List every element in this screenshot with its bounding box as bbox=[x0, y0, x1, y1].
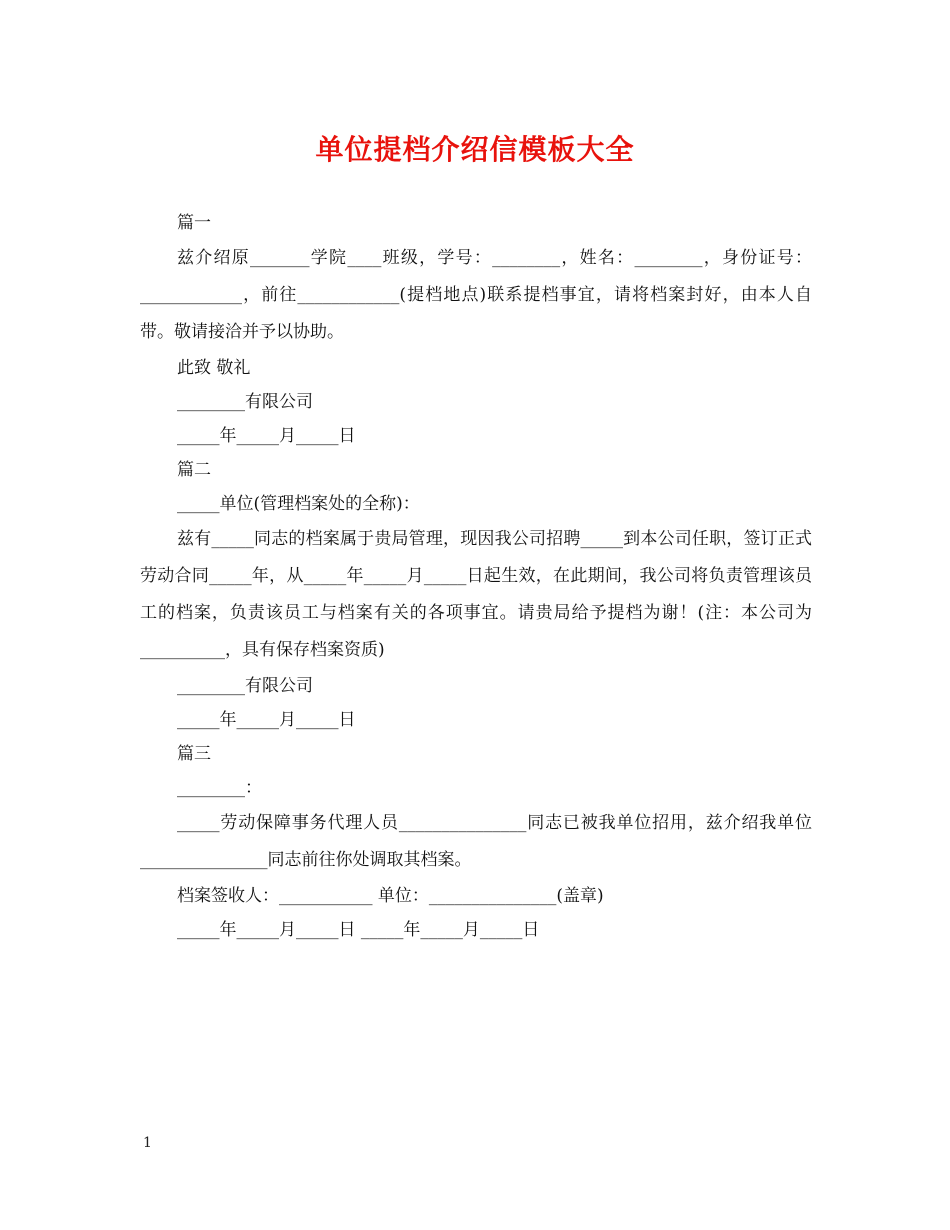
document-title: 单位提档介绍信模板大全 bbox=[315, 133, 635, 166]
section-heading: 篇一 bbox=[177, 213, 211, 233]
section-paragraph: _____劳动保障事务代理人员_______________同志已被我单位招用，兹介绍我单位_______________同志前往你处调取其档案。 bbox=[140, 813, 812, 870]
signature-line: 档案签收人：___________ 单位：_______________(盖章) bbox=[177, 886, 604, 906]
addressee-line: _____单位(管理档案处的全称)： bbox=[177, 494, 420, 514]
date-line: _____年_____月_____日 _____年_____月_____日 bbox=[177, 920, 540, 940]
company-signature: ________有限公司 bbox=[177, 676, 313, 696]
company-signature: ________有限公司 bbox=[177, 392, 313, 412]
section-paragraph: 兹有_____同志的档案属于贵局管理，现因我公司招聘_____到本公司任职，签订正式劳动合同_____年，从_____年_____月_____日起生效，在此期间，我公司将负责管理该员工的档案，负责该员工与档案有关的各项事宜。请贵局给予提档为谢！(注：本公司为__________，具有保存档案资质) bbox=[140, 529, 812, 660]
document-body bbox=[140, 206, 812, 947]
section-paragraph: 兹介绍原_______学院____班级，学号：________，姓名：________，身份证号：____________，前往____________(提档地点)联系提档事宜，请将档案封好，由本人自带。敬请接洽并予以协助。 bbox=[140, 248, 812, 342]
closing-salutation: 此致 敬礼 bbox=[177, 358, 251, 378]
section-heading: 篇二 bbox=[177, 460, 211, 480]
section-heading: 篇三 bbox=[177, 744, 211, 764]
addressee-line: ________： bbox=[177, 778, 262, 798]
date-line: _____年_____月_____日 bbox=[177, 426, 356, 446]
page-number: 1 bbox=[143, 1135, 152, 1151]
date-line: _____年_____月_____日 bbox=[177, 710, 356, 730]
